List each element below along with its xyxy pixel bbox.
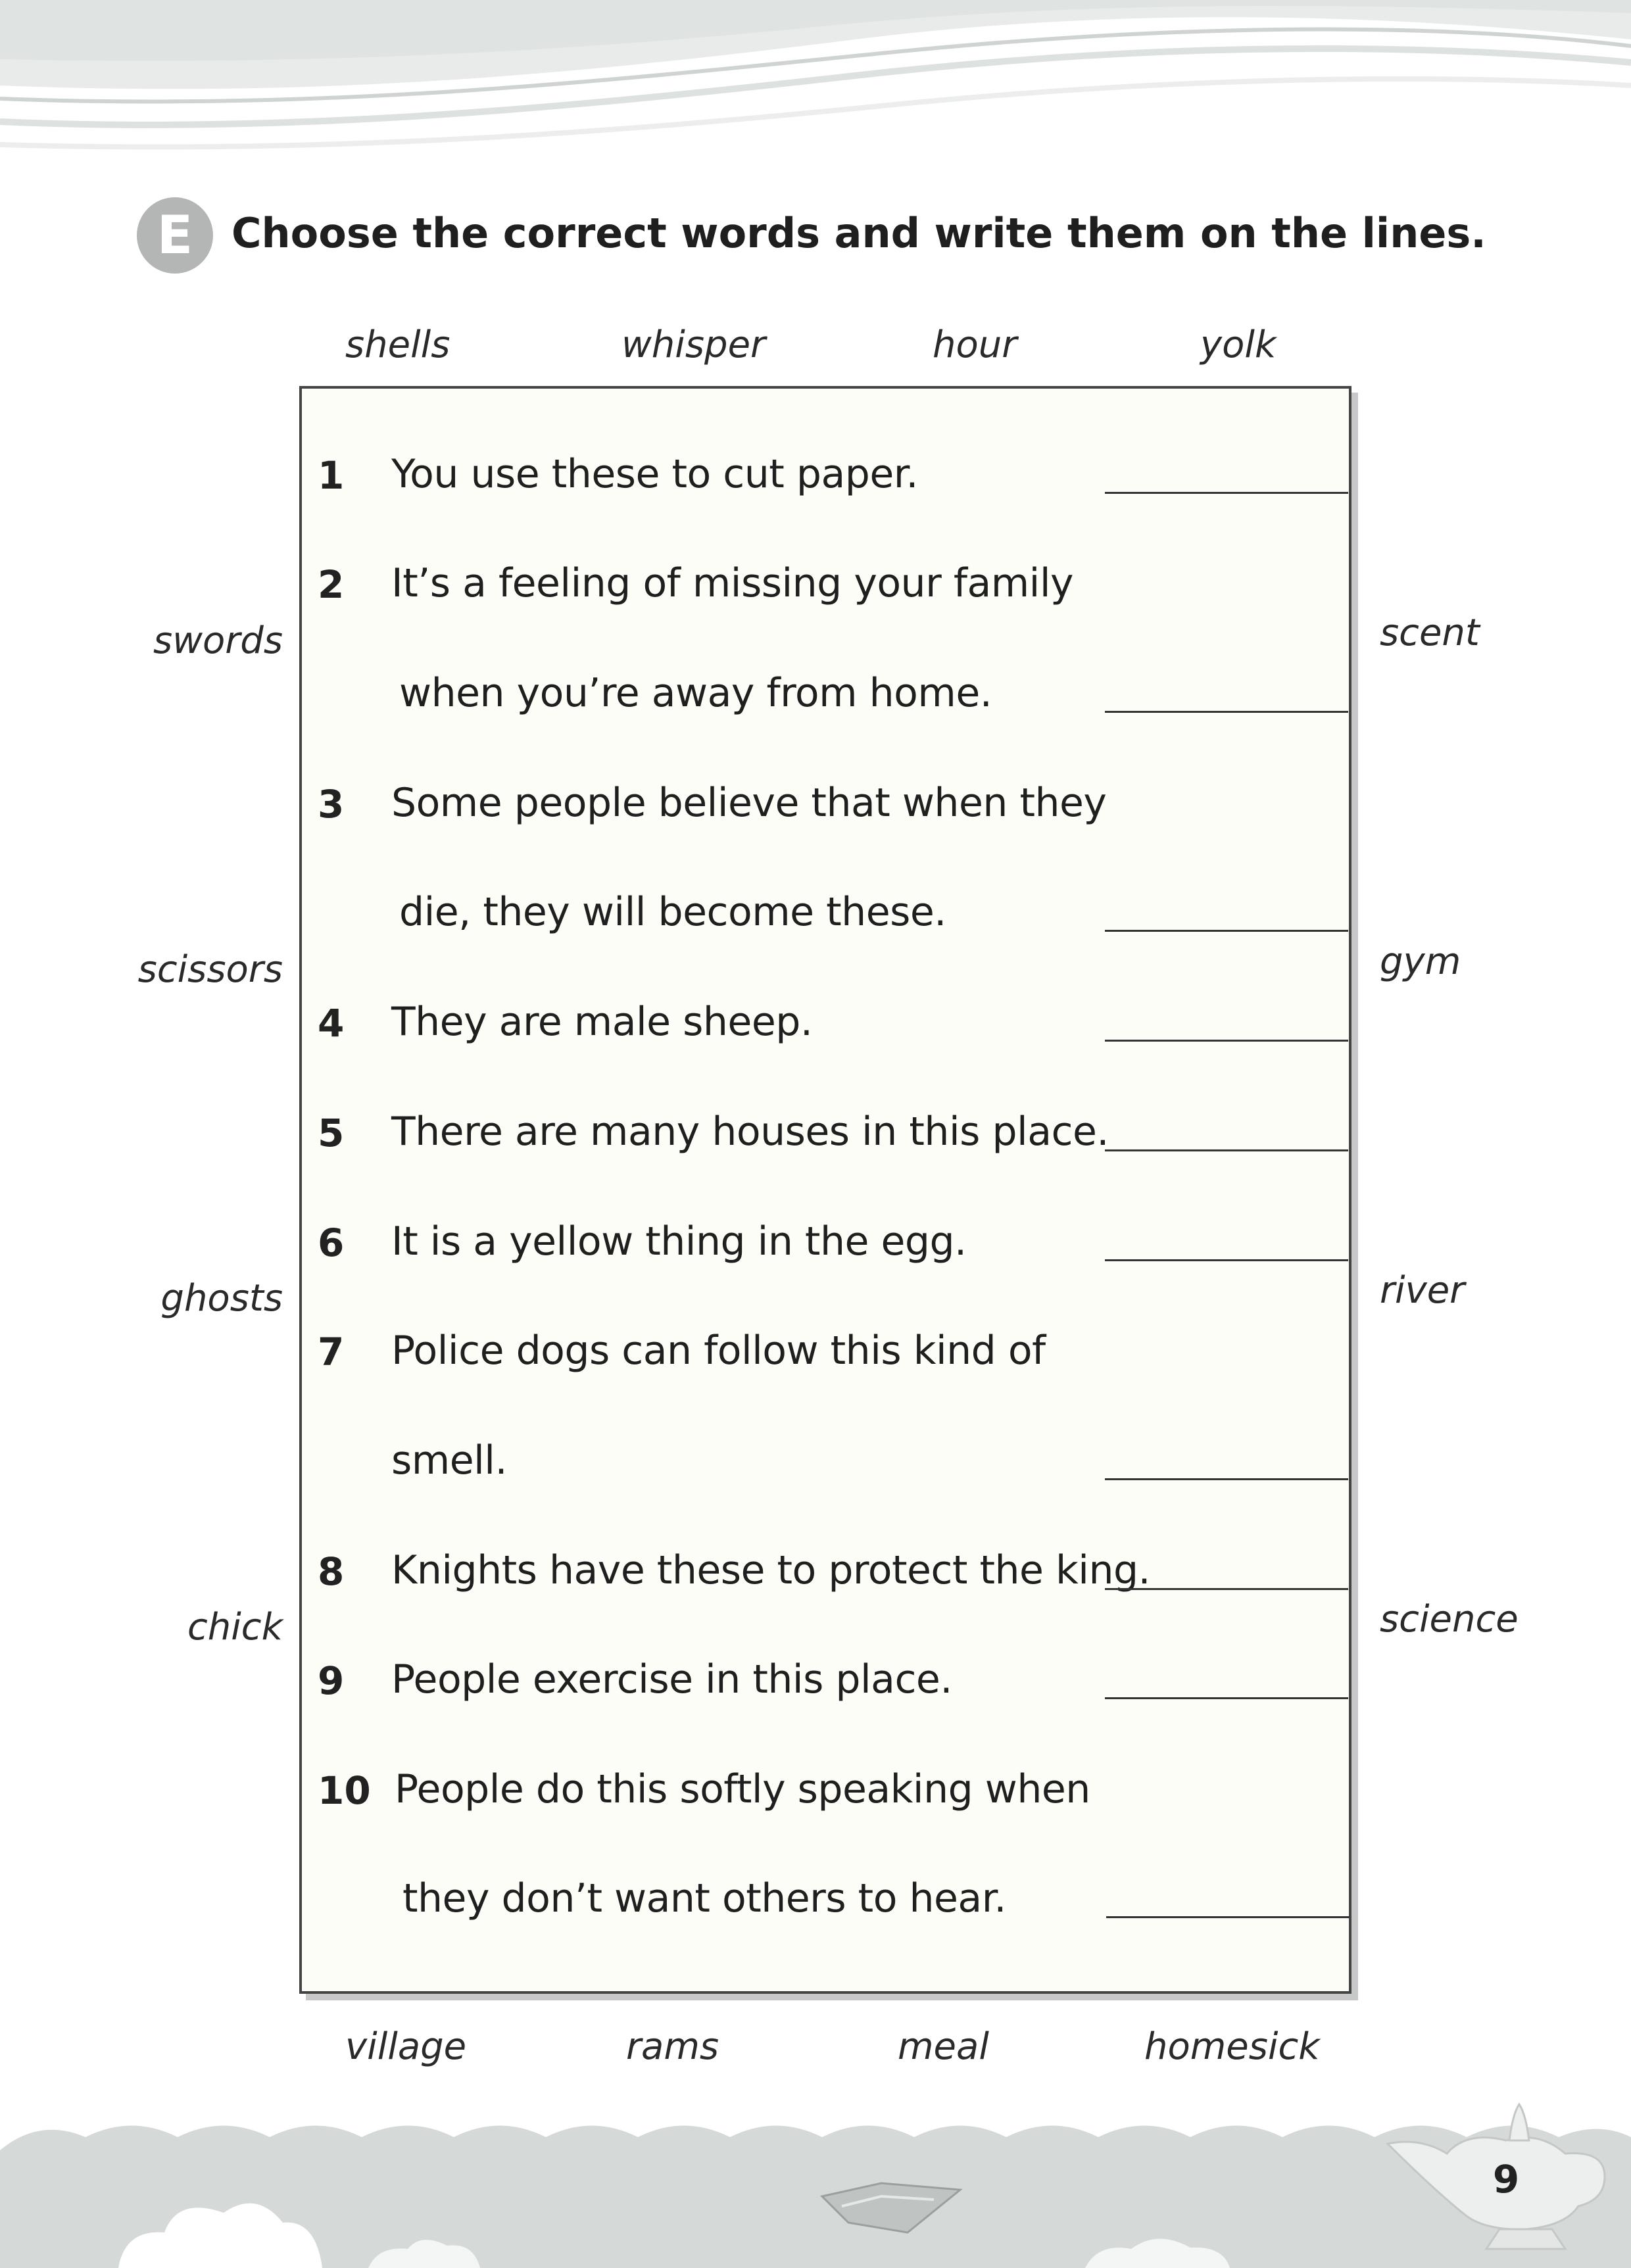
question-text: Police dogs can follow this kind of (391, 1328, 1046, 1374)
question-number: 9 (318, 1658, 345, 1703)
section-badge: E (137, 197, 213, 274)
answer-line-7[interactable] (1105, 1478, 1348, 1480)
question-text-continued: smell. (391, 1437, 508, 1484)
question-text: It’s a feeling of missing your family (391, 560, 1074, 606)
word-bank-left-1: swords (153, 619, 283, 662)
answer-line-9[interactable] (1105, 1697, 1348, 1699)
page-number: 9 (1492, 2157, 1520, 2202)
question-number: 3 (318, 782, 345, 827)
question-text: People do this softly speaking when (395, 1766, 1090, 1812)
word-bank-top-3: hour (933, 324, 1017, 366)
question-number: 7 (318, 1330, 345, 1374)
top-wave-decoration (0, 0, 1631, 171)
word-bank-bottom-1: village (345, 2025, 467, 2068)
word-bank-right-4: science (1380, 1598, 1519, 1641)
answer-line-5[interactable] (1105, 1149, 1348, 1151)
question-text: It is a yellow thing in the egg. (391, 1218, 967, 1265)
answer-line-1[interactable] (1105, 492, 1348, 494)
question-number: 8 (318, 1549, 345, 1594)
word-bank-top-4: yolk (1200, 324, 1277, 366)
word-bank-top-1: shells (345, 324, 450, 366)
answer-line-8[interactable] (1105, 1588, 1348, 1590)
word-bank-bottom-2: rams (626, 2025, 719, 2068)
question-number: 2 (318, 562, 345, 607)
question-text: Some people believe that when they (391, 780, 1107, 826)
word-bank-left-3: ghosts (160, 1277, 283, 1320)
word-bank-right-3: river (1380, 1269, 1465, 1312)
question-text-continued: when you’re away from home. (399, 670, 992, 716)
answer-line-10[interactable] (1106, 1916, 1350, 1918)
question-text: You use these to cut paper. (391, 451, 918, 497)
word-bank-left-2: scissors (137, 948, 283, 991)
question-number: 1 (318, 453, 345, 498)
answer-line-2[interactable] (1105, 711, 1348, 713)
question-text: Knights have these to protect the king. (391, 1547, 1151, 1593)
instruction-heading: Choose the correct words and write them on the lines. (231, 209, 1486, 257)
question-number: 5 (318, 1111, 345, 1155)
question-box (299, 386, 1351, 1994)
word-bank-top-2: whisper (621, 324, 766, 366)
word-bank-bottom-3: meal (898, 2025, 989, 2068)
word-bank-left-4: chick (187, 1606, 283, 1649)
word-bank-bottom-4: homesick (1144, 2025, 1320, 2068)
question-text-continued: they don’t want others to hear. (402, 1875, 1006, 1921)
question-number: 6 (318, 1220, 345, 1265)
answer-line-4[interactable] (1105, 1040, 1348, 1042)
word-bank-right-2: gym (1380, 940, 1461, 983)
question-text: They are male sheep. (391, 999, 813, 1045)
answer-line-3[interactable] (1105, 930, 1348, 932)
word-bank-right-1: scent (1380, 612, 1480, 654)
question-number: 10 (318, 1768, 371, 1813)
question-text: There are many houses in this place. (391, 1109, 1109, 1155)
question-text: People exercise in this place. (391, 1656, 952, 1702)
question-text-continued: die, they will become these. (399, 889, 946, 935)
question-number: 4 (318, 1001, 345, 1046)
answer-line-6[interactable] (1105, 1259, 1348, 1261)
bottom-decoration (0, 2091, 1631, 2268)
